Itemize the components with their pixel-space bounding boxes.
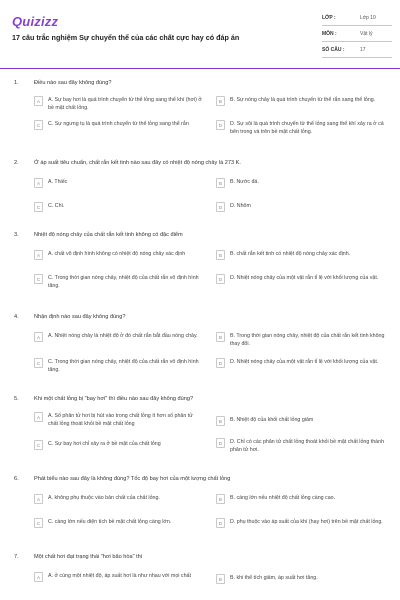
option-letter-box: B — [216, 416, 225, 426]
option-letter-box: C — [34, 202, 43, 212]
meta-value: 17 — [360, 46, 366, 53]
option-letter-box: A — [34, 96, 43, 106]
option-text: B. khi thể tích giảm, áp suất hơi tăng. — [230, 575, 318, 581]
option-letter-box: B — [216, 332, 225, 342]
option-text: B. Nước đá. — [230, 179, 259, 185]
option-text: D. Chỉ có các phân tử chất lỏng thoát khỏi bề mặt chất lỏng thành phân tử hơi. — [230, 439, 385, 453]
option-letter-box: B — [216, 96, 225, 106]
option-letter-box: D — [216, 274, 225, 284]
meta-value: Vật lý — [360, 30, 373, 37]
question-text: Điều nào sau đây không đúng? — [34, 80, 112, 86]
question-number: 6. — [14, 476, 19, 482]
option-text: A. chất vô định hình không có nhiệt độ nóng chảy xác định — [48, 251, 186, 257]
option-letter-box: C — [34, 518, 43, 528]
quizizz-logo[interactable]: Quizizz — [12, 14, 59, 29]
option-text: B. càng lớn nếu nhiệt độ chất lỏng càng cao. — [230, 495, 336, 501]
option-letter-box: D — [216, 438, 225, 448]
meta-label: MÔN : — [322, 30, 337, 37]
option-letter-box: B — [216, 178, 225, 188]
option-text: A. Số phân tử hơi bị hút vào trong chất lỏng ít hơn số phân tử chất lỏng thoát khỏi bề mặt chất lỏng — [48, 413, 193, 427]
meta-table — [322, 10, 392, 58]
option-letter-box: B — [216, 574, 225, 584]
option-letter-box: D — [216, 518, 225, 528]
option-text: A. Sự bay hơi là quá trình chuyển từ thể lỏng sang thể khí (hơi) ở bề mặt chất lỏng. — [48, 97, 202, 111]
option-text: A. Nhiệt nóng chảy là nhiệt độ ở đó chất rắn bắt đầu nóng chảy. — [48, 333, 198, 339]
meta-row-subject — [322, 26, 392, 42]
header — [0, 0, 400, 64]
option-letter-box: D — [216, 202, 225, 212]
meta-value: Lớp 10 — [360, 14, 376, 21]
question-text: Nhiệt độ nóng chảy của chất rắn kết tinh không có đặc điểm — [34, 232, 183, 238]
option-letter-box: B — [216, 250, 225, 260]
option-text: C. càng lớn nếu diện tích bề mặt chất lỏng càng lớn. — [48, 519, 172, 525]
question-text: Phát biểu nào sau đây là không đúng? Tốc độ bay hơi của một lượng chất lỏng — [34, 476, 231, 482]
option-text: C. Sự bay hơi chỉ xảy ra ở bề mặt của chất lỏng — [48, 441, 161, 447]
meta-label: SỐ CÂU : — [322, 46, 345, 53]
header-divider — [0, 68, 400, 69]
question-number: 5. — [14, 396, 19, 402]
option-letter-box: C — [34, 440, 43, 450]
option-letter-box: A — [34, 494, 43, 504]
option-letter-box: A — [34, 572, 43, 582]
question-number: 1. — [14, 80, 19, 86]
question-number: 3. — [14, 232, 19, 238]
option-text: D. phụ thuộc vào áp suất của khí (hay hơi) trên bề mặt chất lỏng. — [230, 519, 383, 525]
question-text: Khi một chất lỏng bị "bay hơi" thì điều nào sau đây không đúng? — [34, 396, 194, 402]
option-text: D. Nhôm — [230, 203, 251, 209]
option-letter-box: A — [34, 178, 43, 188]
option-letter-box: C — [34, 358, 43, 368]
question-text: Nhận định nào sau đây không đúng? — [34, 314, 126, 320]
option-letter-box: D — [216, 358, 225, 368]
option-text: D. Nhiệt nóng chảy của một vật rắn tỉ lệ với khối lượng của vật. — [230, 275, 379, 281]
option-letter-box: B — [216, 494, 225, 504]
question-number: 7. — [14, 554, 19, 560]
option-text: C. Trong thời gian nóng chảy, nhiệt độ của chất rắn vô định hình tăng. — [48, 359, 199, 373]
page-title: 17 câu trắc nghiệm Sự chuyển thể của các chất cực hay có đáp án — [12, 33, 240, 42]
question-number: 2. — [14, 160, 19, 166]
meta-row-count — [322, 42, 392, 58]
meta-row-grade — [322, 10, 392, 26]
option-text: D. Nhiệt nóng chảy của một vật rắn tỉ lệ với khối lượng của vật. — [230, 359, 379, 365]
option-text: B. Sự nóng chảy là quá trình chuyển từ thể rắn sang thể lỏng. — [230, 97, 376, 103]
option-letter-box: C — [34, 120, 43, 130]
option-letter-box: C — [34, 274, 43, 284]
option-text: C. Sự ngưng tụ là quá trình chuyển từ thể lỏng sang thể rắn — [48, 121, 189, 127]
option-letter-box: A — [34, 412, 43, 422]
option-text: D. Sự sôi là quá trình chuyển từ thể lỏng sang thể khí xảy ra ở cả bên trong và trên bề mặt chất lỏng. — [230, 121, 384, 135]
option-letter-box: A — [34, 250, 43, 260]
option-text: A. Thiếc — [48, 179, 68, 185]
option-text: B. Trong thời gian nóng chảy, nhiệt độ của chất rắn kết tinh không thay đổi. — [230, 333, 385, 347]
option-text: A. không phụ thuộc vào bản chất của chất lỏng. — [48, 495, 160, 501]
option-letter-box: D — [216, 120, 225, 130]
option-text: A. ở cùng một nhiệt độ, áp suất hơi là như nhau với mọi chất — [48, 573, 191, 579]
option-text: B. Nhiệt độ của khối chất lỏng giảm — [230, 417, 314, 423]
option-text: C. Trong thời gian nóng chảy, nhiệt độ của chất rắn vô định hình tăng. — [48, 275, 199, 289]
question-number: 4. — [14, 314, 19, 320]
question-text: Ở áp suất tiêu chuẩn, chất rắn kết tinh nào sau đây có nhiệt độ nóng chảy là 273 K. — [34, 160, 241, 166]
meta-label: LỚP : — [322, 14, 336, 21]
question-text: Một chất hơi đạt trạng thái "hơi bão hòa" thì — [34, 554, 143, 560]
option-text: B. chất rắn kết tinh có nhiệt độ nóng chảy xác định. — [230, 251, 351, 257]
option-letter-box: A — [34, 332, 43, 342]
option-text: C. Chì. — [48, 203, 65, 209]
